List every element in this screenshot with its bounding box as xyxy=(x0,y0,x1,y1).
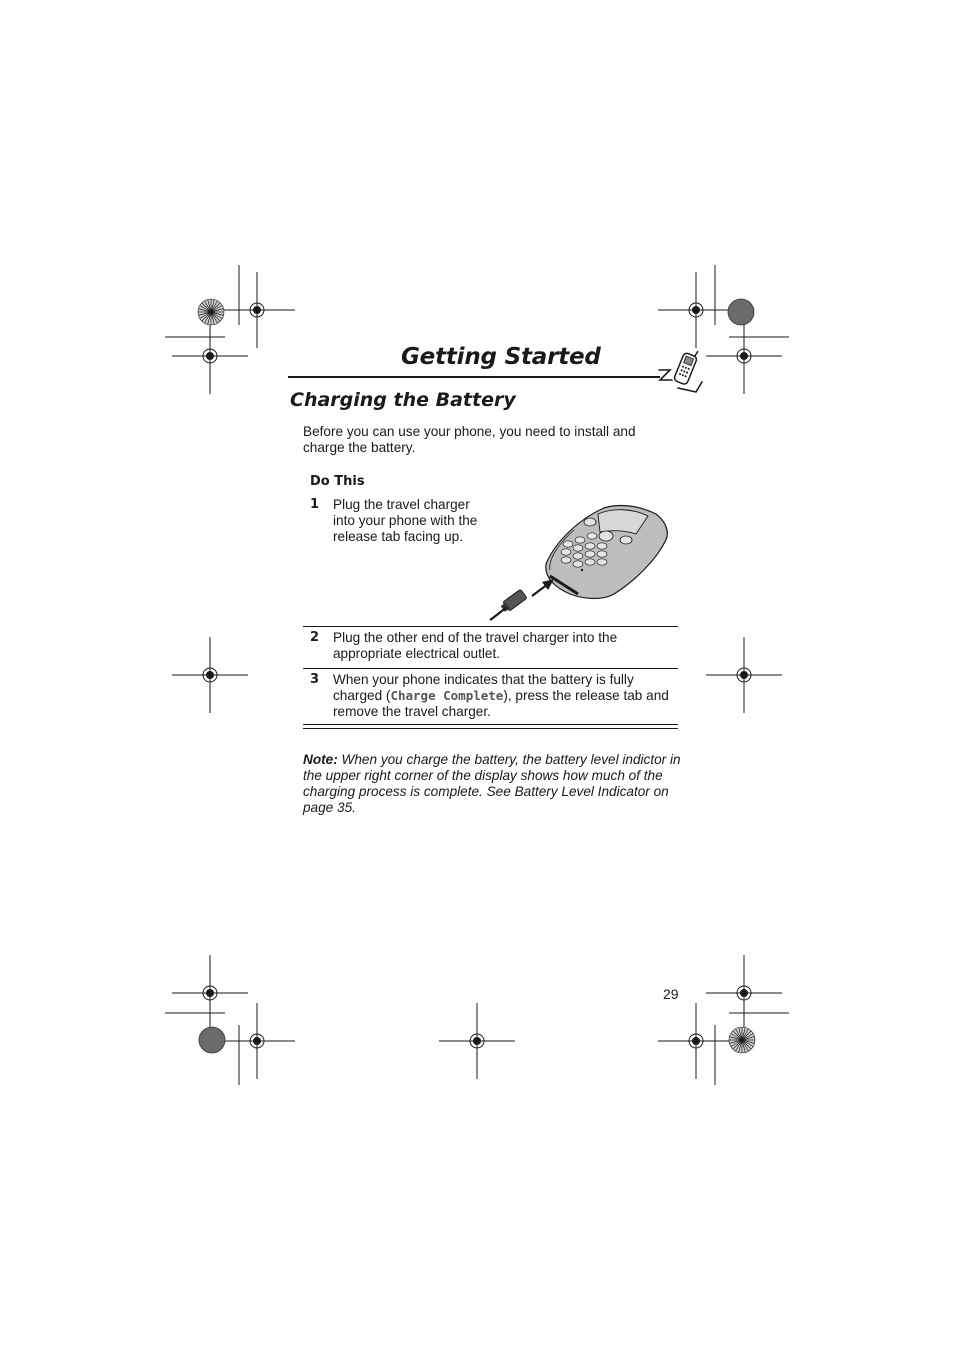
section-title: Getting Started xyxy=(401,344,601,370)
step-text xyxy=(333,672,678,720)
step-text: Plug the travel charger into your phone with the release tab facing up. xyxy=(333,497,478,544)
intro-paragraph: Before you can use your phone, you need to install and charge the battery. xyxy=(303,424,636,455)
page-number: 29 xyxy=(663,986,679,1002)
phone-charger-illustration xyxy=(486,500,676,622)
table-bottom-rule xyxy=(303,728,678,729)
crosshair-mark xyxy=(693,1038,700,1045)
crosshair-mark xyxy=(693,307,700,314)
step-text-part: When your phone indicates that the battery is fully charged ( xyxy=(333,672,634,703)
table-bottom-rule xyxy=(303,724,678,725)
phone-with-lines-icon xyxy=(656,348,706,394)
crosshair-mark xyxy=(474,1038,481,1045)
row-divider xyxy=(303,626,678,627)
crosshair-mark xyxy=(207,672,214,679)
crosshair-mark xyxy=(741,990,748,997)
gray-disc-mark xyxy=(199,1027,225,1053)
crosshair-mark xyxy=(207,353,214,360)
step-number: 2 xyxy=(310,630,320,645)
row-divider xyxy=(303,668,678,669)
step-number: 3 xyxy=(310,672,320,687)
crosshair-mark xyxy=(207,990,214,997)
note-label: Note: xyxy=(303,752,338,767)
subsection-title: Charging the Battery xyxy=(290,389,516,411)
display-text: Charge Complete xyxy=(390,688,504,703)
note-paragraph xyxy=(303,752,681,816)
step-number: 1 xyxy=(310,497,320,512)
crosshair-mark xyxy=(741,672,748,679)
crosshair-mark xyxy=(741,353,748,360)
note-text: When you charge the battery, the battery level indictor in the upper right corner of the display shows how much of the charging process is complete. See Battery Level Indicator on page 35. xyxy=(303,752,681,815)
starburst-mark xyxy=(198,299,224,325)
section-rule xyxy=(288,376,660,378)
crosshair-mark xyxy=(254,1038,261,1045)
table-header: Do This xyxy=(310,474,365,489)
starburst-mark xyxy=(729,1027,755,1053)
gray-disc-mark xyxy=(728,299,754,325)
step-text: Plug the other end of the travel charger into the appropriate electrical outlet. xyxy=(333,630,618,661)
step-text-part: ), press the release tab and remove the travel charger. xyxy=(333,688,669,719)
crosshair-mark xyxy=(254,307,261,314)
